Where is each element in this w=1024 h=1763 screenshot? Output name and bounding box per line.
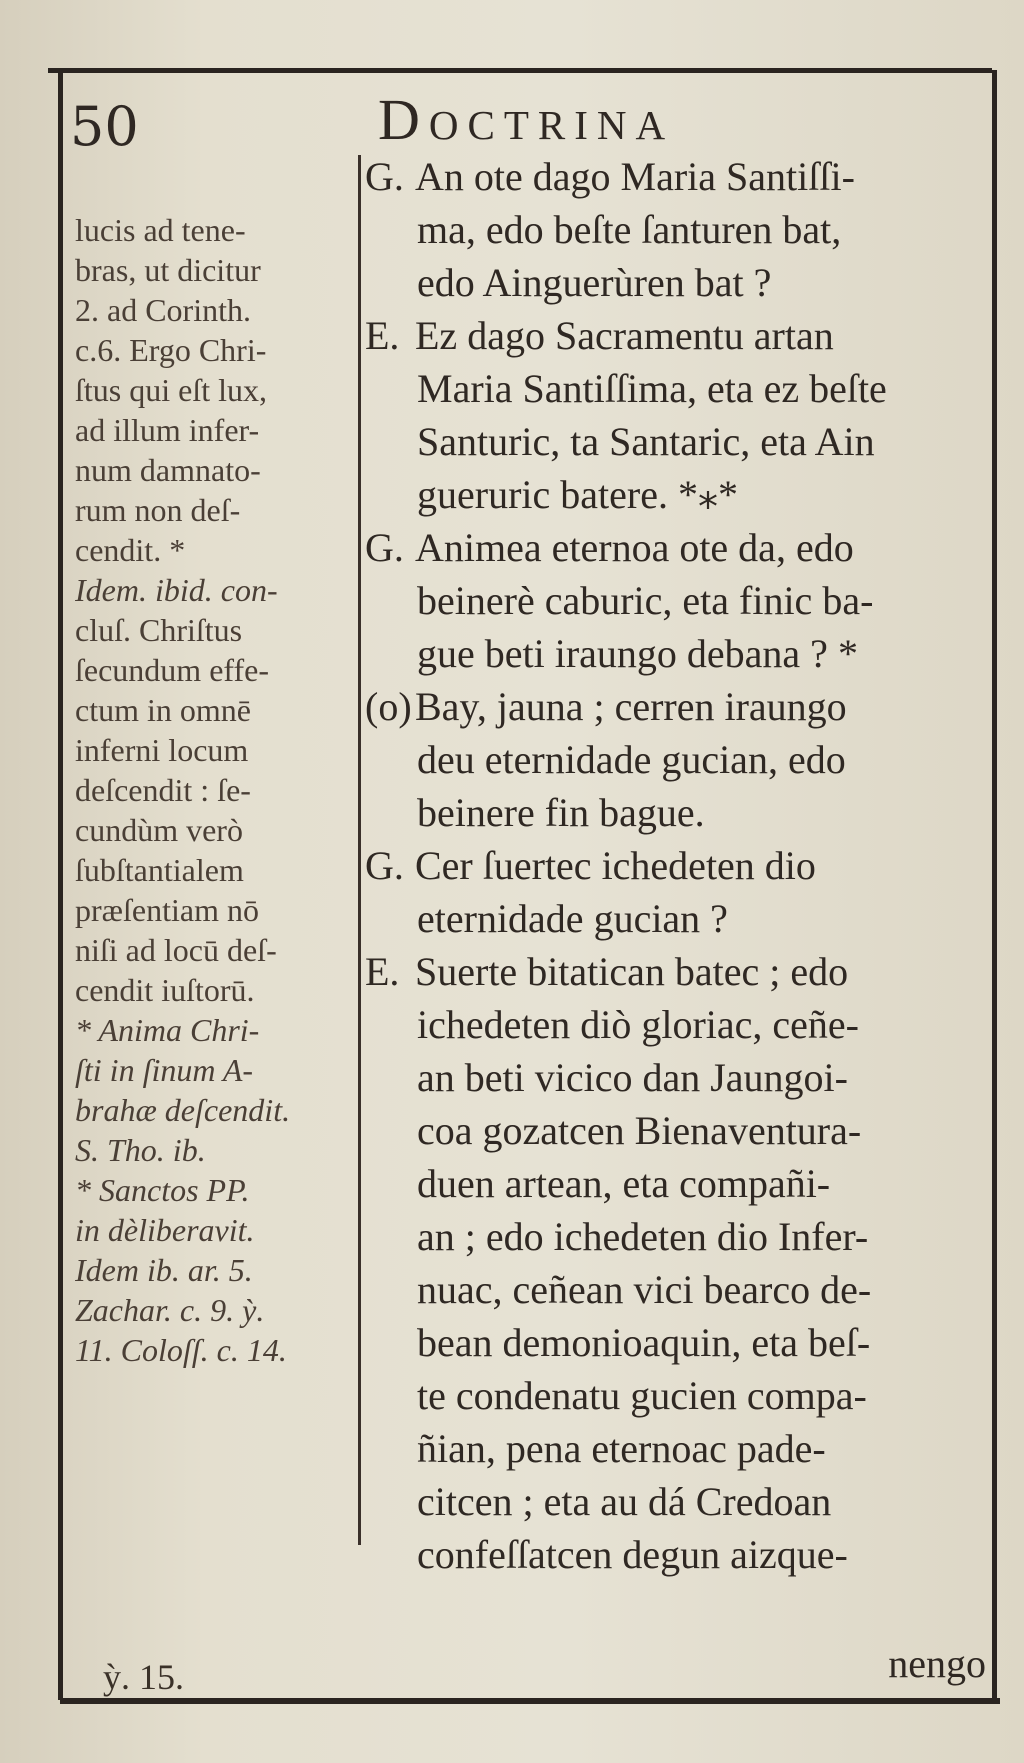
entry-line: An ote dago Maria Santiſſi- <box>415 154 855 199</box>
speaker-label: G. <box>365 154 404 199</box>
margin-note-line: niſi ad locū deſ- <box>75 932 277 968</box>
entry-line: ichedeten diò gloriac, ceñe- <box>417 1002 859 1047</box>
entry-line: citcen ; eta au dá Credoan <box>417 1479 832 1524</box>
margin-note-line: Idem. ibid. con- <box>75 572 278 608</box>
margin-note-line: cluſ. Chriſtus <box>75 612 243 648</box>
margin-note-line: num damnato- <box>75 452 261 488</box>
margin-note-line: in dèliberavit. <box>75 1212 255 1248</box>
margin-note-last-line: ỳ. 15. <box>103 1657 184 1697</box>
margin-note-line: præſentiam nō <box>75 892 259 928</box>
margin-note-line: Zachar. c. 9. ỳ. <box>75 1292 265 1328</box>
margin-note-line: * Sanctos PP. <box>75 1172 250 1208</box>
entry-line: gue beti iraungo debana ? * <box>417 631 858 676</box>
entry-line: Maria Santiſſima, eta ez beſte <box>417 366 887 411</box>
entry-first-line <box>365 945 990 998</box>
speaker-label: G. <box>365 525 404 570</box>
entry-line: duen artean, eta compañi- <box>417 1161 831 1206</box>
margin-note-line: rum non deſ- <box>75 492 241 528</box>
margin-note-line: * Anima Chri- <box>75 1012 260 1048</box>
margin-note-line: ctum in omnē <box>75 692 251 728</box>
entry-line: ma, edo beſte ſanturen bat, <box>417 207 842 252</box>
main-text <box>365 150 990 1581</box>
entry-line: bean demonioaquin, eta beſ- <box>417 1320 871 1365</box>
entry-line: Cer ſuertec ichedeten dio <box>415 843 816 888</box>
margin-note-line: S. Tho. ib. <box>75 1132 206 1168</box>
entry-line: Suerte bitatican batec ; edo <box>415 949 849 994</box>
margin-note-line: 2. ad Corinth. <box>75 292 251 328</box>
answer-entry <box>365 309 990 521</box>
bottom-rule <box>60 1698 1000 1704</box>
answer-entry <box>365 680 990 839</box>
question-entry <box>365 521 990 680</box>
entry-first-line <box>365 521 990 574</box>
margin-note-line: c.6. Ergo Chri- <box>75 332 267 368</box>
margin-note-line: ſtus qui eſt lux, <box>75 372 267 408</box>
speaker-label: E. <box>365 313 400 358</box>
speaker-label: E. <box>365 949 400 994</box>
entry-line: edo Ainguerùren bat ? <box>417 260 772 305</box>
margin-note-line: ad illum infer- <box>75 412 260 448</box>
page-number: 50 <box>70 95 139 158</box>
top-rule <box>48 68 992 73</box>
right-border <box>992 70 997 1700</box>
margin-note-line: brahæ deſcendit. <box>75 1092 291 1128</box>
left-border <box>58 70 63 1700</box>
entry-first-line <box>365 680 990 733</box>
entry-line: eternidade gucian ? <box>417 896 728 941</box>
margin-note-line: inferni locum <box>75 732 249 768</box>
entry-first-line <box>365 150 990 203</box>
margin-note-line: bras, ut dicitur <box>75 252 261 288</box>
margin-note-line: ſecundum effe- <box>75 652 269 688</box>
margin-notes <box>75 210 360 1370</box>
margin-note-line: cundùm verò <box>75 812 243 848</box>
entry-first-line <box>365 309 990 362</box>
margin-note-line: ſti in ſinum A- <box>75 1052 254 1088</box>
margin-note-line: cendit iuſtorū. <box>75 972 255 1008</box>
entry-line: Santuric, ta Santaric, eta Ain <box>417 419 875 464</box>
running-title: Doctrina <box>378 87 675 152</box>
margin-note-line: 11. Coloſſ. c. 14. <box>75 1332 287 1368</box>
entry-line: an ; edo ichedeten dio Infer- <box>417 1214 869 1259</box>
speaker-label: (o) <box>365 684 412 729</box>
question-entry <box>365 839 990 945</box>
entry-line: coa gozatcen Bienaventura- <box>417 1108 862 1153</box>
entry-line: Bay, jauna ; cerren iraungo <box>415 684 847 729</box>
entry-line: ñian, pena eternoac pade- <box>417 1426 826 1471</box>
margin-note-line: Idem ib. ar. 5. <box>75 1252 253 1288</box>
margin-note-line: deſcendit : ſe- <box>75 772 251 808</box>
entry-line: confeſſatcen degun aizque- <box>417 1532 848 1577</box>
entry-line: Animea eternoa ote da, edo <box>415 525 854 570</box>
entry-line: te condenatu gucien compa- <box>417 1373 867 1418</box>
entry-line: an beti vicico dan Jaungoi- <box>417 1055 848 1100</box>
entry-line: beinerè caburic, eta finic ba- <box>417 578 874 623</box>
question-entry <box>365 150 990 309</box>
answer-entry <box>365 945 990 1581</box>
margin-note-line: ſubſtantialem <box>75 852 244 888</box>
margin-note-line: lucis ad tene- <box>75 212 246 248</box>
entry-line: gueruric batere. *⁎* <box>417 472 738 517</box>
entry-line: beinere fin bague. <box>417 790 705 835</box>
entry-line: Ez dago Sacramentu artan <box>415 313 834 358</box>
entry-line: deu eternidade gucian, edo <box>417 737 846 782</box>
speaker-label: G. <box>365 843 404 888</box>
entry-line: nuac, ceñean vici bearco de- <box>417 1267 872 1312</box>
catchword: nengo <box>888 1641 986 1686</box>
margin-note-line: cendit. * <box>75 532 186 568</box>
entry-first-line <box>365 839 990 892</box>
